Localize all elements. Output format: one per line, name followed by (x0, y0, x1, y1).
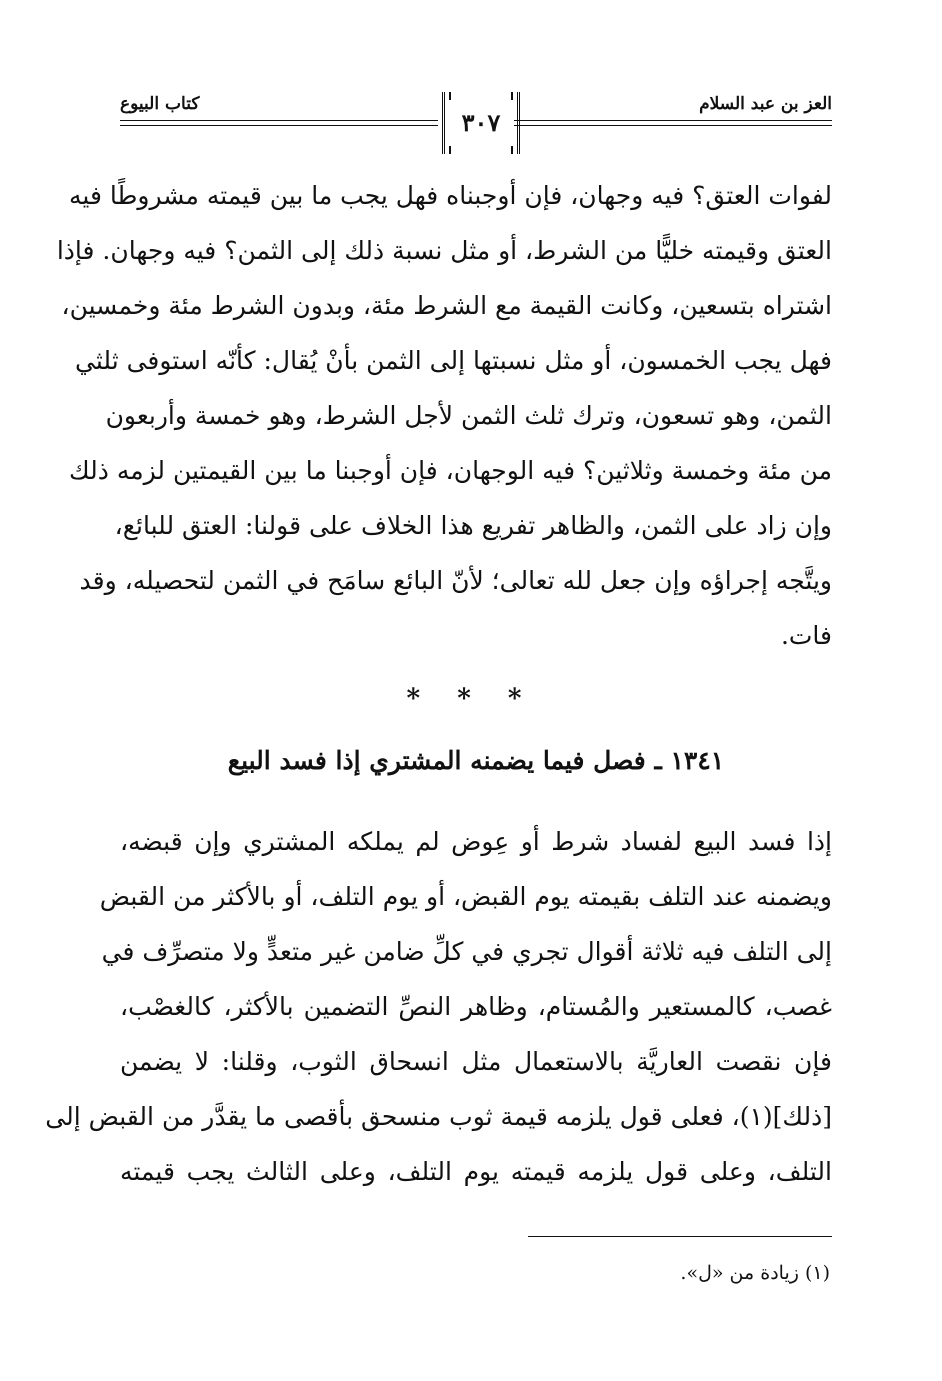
header-author: العز بن عبد السلام (699, 94, 832, 114)
text-line: اشتراه بتسعين، وكانت القيمة مع الشرط مئة، وبدون الشرط مئة وخمسين، (61, 291, 832, 320)
header-rule (120, 125, 438, 126)
text-line: فات. (780, 621, 832, 650)
text-line: فإن نقصت العاريَّة بالاستعمال مثل انسحاق الثوب، وقلنا: لا يضمن (120, 1047, 832, 1076)
text-line: العتق وقيمته خليًّا من الشرط، أو مثل نسبة ذلك إلى الثمن؟ فيه وجهان. فإذا (56, 236, 832, 265)
text-line: فهل يجب الخمسون، أو مثل نسبتها إلى الثمن بأنْ يُقال: كأنّه استوفى ثلثي (75, 346, 832, 375)
text-line: لفوات العتق؟ فيه وجهان، فإن أوجبناه فهل يجب ما بين قيمته مشروطًا فيه (69, 181, 832, 210)
header-book-title: كتاب البيوع (120, 94, 200, 114)
page-header (120, 92, 832, 162)
footnote-divider (528, 1236, 832, 1237)
footnote: (١) زيادة من «ل». (680, 1262, 830, 1284)
text-line: [ذلك](١)، فعلى قول يلزمه قيمة ثوب منسحق بأقصى ما يقدَّر من القبض إلى (45, 1102, 832, 1131)
header-rule (514, 120, 832, 121)
header-rule (120, 120, 438, 121)
section-title: ١٣٤١ ـ فصل فيما يضمنه المشتري إذا فسد البيع (227, 746, 725, 775)
text-line: ويضمنه عند التلف بقيمته يوم القبض، أو يوم التلف، أو بالأكثر من القبض (99, 882, 832, 911)
text-line: إذا فسد البيع لفساد شرط أو عِوض لم يملكه المشتري وإن قبضه، (120, 827, 832, 856)
text-line: الثمن، وهو تسعون، وترك ثلث الثمن لأجل الشرط، وهو خمسة وأربعون (105, 401, 832, 430)
text-line: إلى التلف فيه ثلاثة أقوال تجري في كلِّ ضامن غير متعدٍّ ولا متصرِّف في (101, 937, 832, 966)
paragraph-1 (56, 168, 832, 663)
page-number-frame (442, 92, 520, 154)
text-line: ويتَّجه إجراؤه وإن جعل لله تعالى؛ لأنّ البائع سامَح في الثمن لتحصيله، وقد (79, 566, 832, 595)
header-rule (514, 125, 832, 126)
section-separator: * * * (406, 684, 536, 714)
page-number: ٣٠٧ (461, 108, 501, 137)
text-line: من مئة وخمسة وثلاثين؟ فيه الوجهان، فإن أوجبنا ما بين القيمتين لزمه ذلك (69, 456, 832, 485)
text-line: التلف، وعلى قول يلزمه قيمته يوم التلف، وعلى الثالث يجب قيمته (120, 1157, 832, 1186)
text-line: وإن زاد على الثمن، والظاهر تفريع هذا الخلاف على قولنا: العتق للبائع، (114, 511, 832, 540)
paragraph-2 (45, 814, 832, 1199)
text-line: غصب، كالمستعير والمُستام، وظاهر النصِّ التضمين بالأكثر، كالغصْب، (120, 992, 832, 1021)
